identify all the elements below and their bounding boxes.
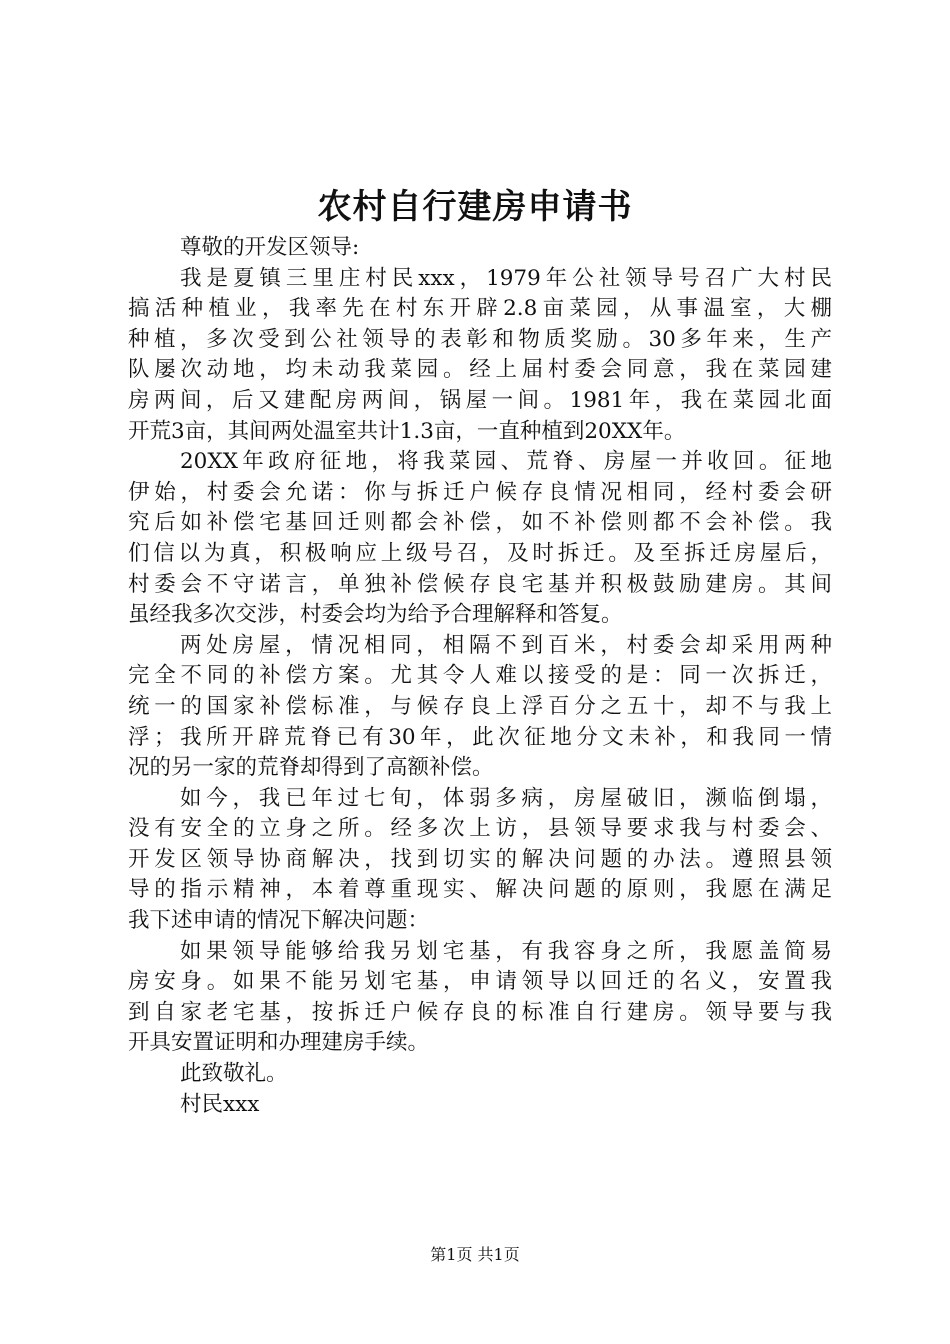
- paragraph-line: 搞活种植业，我率先在村东开辟2.8亩菜园，从事温室，大棚: [128, 296, 832, 322]
- paragraph: [128, 784, 832, 937]
- paragraph-line: 两处房屋，情况相同，相隔不到百米，村委会却采用两种: [180, 632, 832, 658]
- paragraph-line: 房两间，后又建配房两间，锅屋一间。1981年，我在菜园北面: [128, 387, 832, 413]
- paragraph: [128, 264, 832, 448]
- paragraph-line: 开发区领导协商解决，找到切实的解决问题的办法。遵照县领: [128, 846, 832, 872]
- salutation: 尊敬的开发区领导:: [180, 235, 360, 260]
- paragraph-line: 究后如补偿宅基回迁则都会补偿，如不补偿则都不会补偿。我: [128, 510, 832, 536]
- paragraph-line: 况的另一家的荒脊却得到了高额补偿。: [128, 755, 494, 781]
- paragraph: [128, 447, 832, 631]
- paragraph-line: 到自家老宅基，按拆迁户候存良的标准自行建房。领导要与我: [128, 999, 832, 1025]
- paragraph: [128, 631, 832, 784]
- paragraph-line: 队屡次动地，均未动我菜园。经上届村委会同意，我在菜园建: [128, 357, 832, 383]
- paragraph-line: 开具安置证明和办理建房手续。: [128, 1030, 430, 1056]
- paragraph-line: 村委会不守诺言，单独补偿候存良宅基并积极鼓励建房。其间: [128, 571, 832, 597]
- paragraph-line: 导的指示精神，本着尊重现实、解决问题的原则，我愿在满足: [128, 877, 832, 903]
- paragraph-container: [128, 264, 832, 1059]
- paragraph-line: 我下述申请的情况下解决问题：: [128, 908, 430, 934]
- paragraph-line: 如今，我已年过七旬，体弱多病，房屋破旧，濒临倒塌，: [180, 785, 832, 811]
- paragraph-line: 虽经我多次交涉，村委会均为给予合理解释和答复。: [128, 602, 623, 628]
- page-footer: 第1页 共1页: [430, 1245, 520, 1264]
- paragraph-line: 们信以为真，积极响应上级号召，及时拆迁。及至拆迁房屋后，: [128, 540, 832, 566]
- paragraph-line: 20XX年政府征地，将我菜园、荒脊、房屋一并收回。征地: [180, 449, 832, 475]
- paragraph-line: 房安身。如果不能另划宅基，申请领导以回迁的名义，安置我: [128, 969, 832, 995]
- paragraph: [128, 937, 832, 1059]
- paragraph-line: 伊始，村委会允诺：你与拆迁户候存良情况相同，经村委会研: [128, 479, 832, 505]
- paragraph-line: 我是夏镇三里庄村民xxx，1979年公社领导号召广大村民: [180, 265, 832, 291]
- paragraph-line: 浮；我所开辟荒脊已有30年，此次征地分文未补，和我同一情: [128, 724, 832, 750]
- paragraph-line: 种植，多次受到公社领导的表彰和物质奖励。30多年来，生产: [128, 326, 832, 352]
- paragraph-line: 统一的国家补偿标准，与候存良上浮百分之五十，却不与我上: [128, 693, 832, 719]
- signature: 村民xxx: [180, 1091, 260, 1117]
- paragraph-line: 完全不同的补偿方案。尤其令人难以接受的是：同一次拆迁，: [128, 663, 832, 689]
- document-title: 农村自行建房申请书: [317, 187, 633, 227]
- paragraph-line: 没有安全的立身之所。经多次上访，县领导要求我与村委会、: [128, 816, 832, 842]
- paragraph-line: 开荒3亩，其间两处温室共计1.3亩，一直种植到20XX年。: [128, 418, 686, 444]
- document-body: [128, 233, 832, 1120]
- closing-line: 此致敬礼。: [180, 1061, 288, 1087]
- paragraph-line: 如果领导能够给我另划宅基，有我容身之所，我愿盖简易: [180, 938, 832, 964]
